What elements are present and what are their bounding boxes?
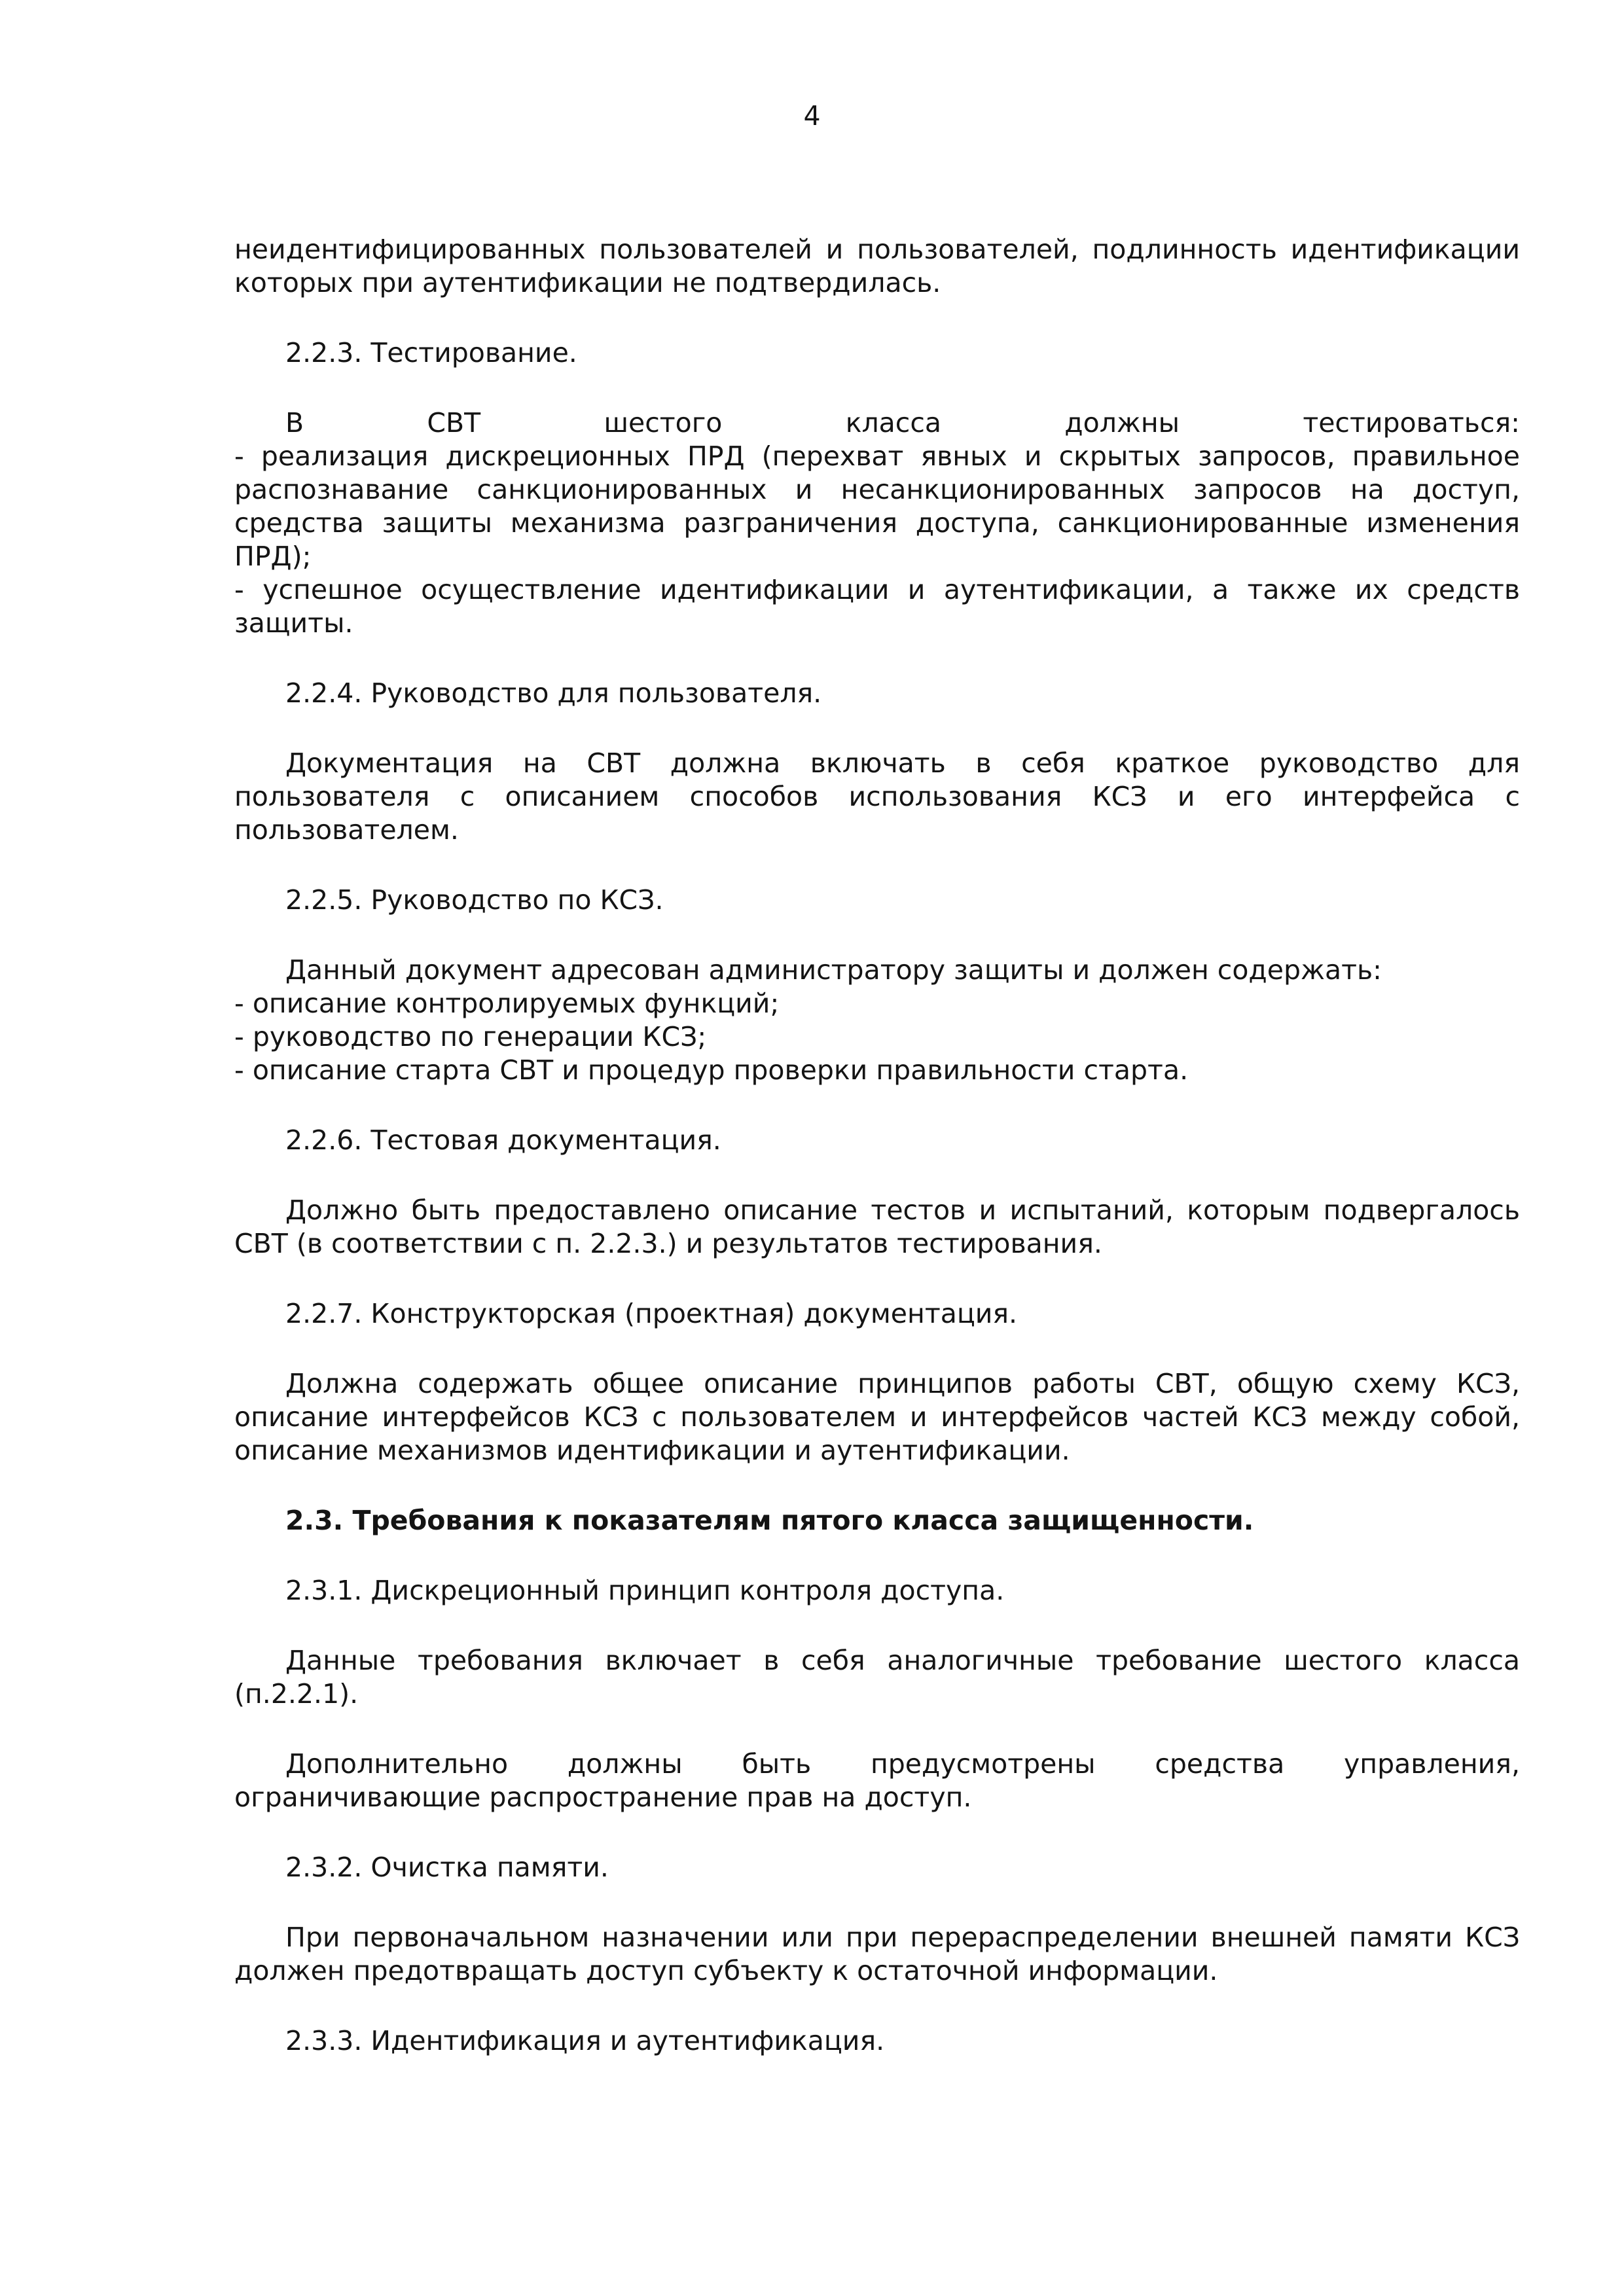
- word: СВТ: [427, 407, 481, 439]
- word: должны: [1064, 407, 1180, 439]
- paragraph-intro: неидентифицированных пользователей и пользователей, подлинность идентификации которых при аутентификации не подтвердилась.: [234, 234, 1520, 298]
- word: класса: [845, 407, 941, 439]
- heading-2-3-3: 2.3.3. Идентификация и аутентификация.: [285, 2025, 885, 2056]
- paragraph-2-2-6: Должно быть предоставлено описание тестов и испытаний, которым подвергалось СВТ (в соответствии с п. 2.2.3.) и результатов тестирования.: [234, 1194, 1520, 1259]
- list-item: - описание старта СВТ и процедур проверки правильности старта.: [234, 1054, 1189, 1086]
- heading-2-3: 2.3. Требования к показателям пятого класса защищенности.: [285, 1505, 1254, 1536]
- testing-item-2: - успешное осуществление идентификации и аутентификации, а также их средств защиты.: [234, 574, 1520, 639]
- heading-2-2-5: 2.2.5. Руководство по КСЗ.: [285, 884, 664, 916]
- paragraph-2-3-1a: Данные требования включает в себя аналогичные требование шестого класса (п.2.2.1).: [234, 1645, 1520, 1710]
- list-item: - описание контролируемых функций;: [234, 988, 780, 1019]
- paragraph-2-2-7: Должна содержать общее описание принципов работы СВТ, общую схему КСЗ, описание интерфейсов КСЗ с пользователем и интерфейсов частей КСЗ между собой, описание механизмов идентификации и аутентификации.: [234, 1368, 1520, 1466]
- word: В: [285, 407, 304, 439]
- heading-2-3-1: 2.3.1. Дискреционный принцип контроля доступа.: [285, 1575, 1005, 1606]
- page-content: [234, 233, 1520, 2058]
- testing-lead-line: [234, 406, 1520, 440]
- word: тестироваться:: [1303, 407, 1520, 439]
- heading-2-3-2: 2.3.2. Очистка памяти.: [285, 1852, 609, 1883]
- paragraph-2-3-1b: Дополнительно должны быть предусмотрены средства управления, ограничивающие распространение прав на доступ.: [234, 1748, 1520, 1813]
- word: шестого: [604, 407, 723, 439]
- testing-item-1: - реализация дискреционных ПРД (перехват явных и скрытых запросов, правильное распознавание санкционированных и несанкционированных запросов на доступ, средства защиты механизма разграничения доступа, санкционированные изменения ПРД);: [234, 440, 1520, 572]
- list-item: - руководство по генерации КСЗ;: [234, 1021, 707, 1052]
- heading-2-2-3: 2.2.3. Тестирование.: [285, 337, 577, 368]
- page-number: 4: [803, 100, 821, 132]
- paragraph-2-3-2: При первоначальном назначении или при перераспределении внешней памяти КСЗ должен предотвращать доступ субъекту к остаточной информации.: [234, 1922, 1520, 1986]
- heading-2-2-6: 2.2.6. Тестовая документация.: [285, 1124, 721, 1156]
- heading-2-2-4: 2.2.4. Руководство для пользователя.: [285, 677, 822, 709]
- heading-2-2-7: 2.2.7. Конструкторская (проектная) документация.: [285, 1298, 1018, 1329]
- paragraph-2-2-4: Документация на СВТ должна включать в себя краткое руководство для пользователя с описанием способов использования КСЗ и его интерфейса с пользователем.: [234, 747, 1520, 846]
- paragraph-2-2-5-lead: Данный документ адресован администратору защиты и должен содержать:: [285, 954, 1382, 986]
